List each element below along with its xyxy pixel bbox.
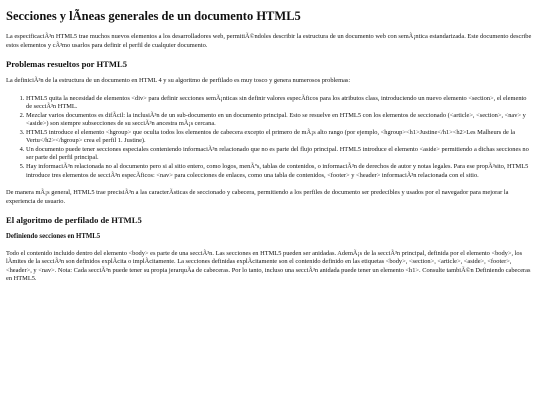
subsection-heading-defining-sections: Definiendo secciones en HTML5 <box>6 233 101 241</box>
list-item: 2. Mezclar varios documentos es difÃcil: la inclusiÃ³n de un sub-documento en un documento principal. Esto se resuelve en HTML5 con los elementos de seccionado (<article>, <section>, <nav> y <aside>) son siempre subsecciones de su secciÃ³n ancestra mÃ¡s cercana. <box>26 112 534 129</box>
section-heading-problems: Problemas resueltos por HTML5 <box>6 59 128 70</box>
list-item: 5. Hay informaciÃ³n relacionada no al documento pero si al sitio entero, como logos, menÃºs, tablas de contenidos, o informaciÃ³n de derechos de autor y notas legales. Para ese propÃ³sito, HTML5 introduce tres elementos de secciÃ³n especÃficos: <nav> para colecciones de enlaces, como una tabla de contenidos, <footer> y <header> informaciÃ³n relacionada con el sitio. <box>26 163 534 180</box>
defining-sections-paragraph: Todo el contenido incluido dentro del elemento <body> es parte de una secciÃ³n. Las secciones en HTML5 pueden ser anidadas. AdemÃ¡s de la secciÃ³n principal, definida por el elemento <body>, los lÃmites de la secciÃ³n son definidos explÃcita o implÃcitamente. La secciones definidas explÃcitamente son el contenido definido en las etiquetas <body>, <section>, <article>, <aside>, <footer>, <header>, y <nav>. Nota: Cada secciÃ³n puede tener su propia jerarquÃa de cabeceras. Por lo tanto, incluso una secciÃ³n anidada puede tener un elemento <h1>. Consulte tambiÃ©n Definiendo cabeceras en HTML5. <box>6 249 531 283</box>
list-item: 1. HTML5 quita la necesidad de elementos <div> para definir secciones semÃ¡nticas sin definir valores especÃficos para los atributos class, introduciendo un nuevo elemento <section>, el elemento de secciÃ³n HTML. <box>26 95 534 112</box>
intro-paragraph: La especificaciÃ³n HTML5 trae muchos nuevos elementos a los desarrolladores web, permitiÃ©ndoles describir la estructura de un documento web con semÃ¡ntica estandarizada. Este documento describe estos elementos y cÃ³mo usarlos para definir el perfil de cualquier documento. <box>6 33 532 49</box>
page-title: Secciones y lÃneas generales de un documento HTML5 <box>6 9 301 23</box>
section-heading-algorithm: El algoritmo de perfilado de HTML5 <box>6 215 142 226</box>
problems-list <box>6 95 534 180</box>
problems-closing-paragraph: De manera mÃ¡s general, HTML5 trae precisiÃ³n a las caracterÃsticas de seccionado y cabecera, permitiendo a los perfiles de documento ser predecibles y usados por el navegador para mejorar la experiencia de usuario. <box>6 189 509 205</box>
list-item: 4. Un documento puede tener secciones especiales conteniendo informaciÃ³n relacionado que no es parte del flujo principal. HTML5 introduce el elemento <aside> permitiendo a dichas secciones no ser parte del perfil principal. <box>26 146 534 163</box>
list-item: 3. HTML5 introduce el elemento <hgroup> que oculta todos los elementos de cabecera excepto el primero de mÃ¡s alto rango (por ejemplo, <hgroup><h1>Justine</h1><h2>Les Malheurs de la Vertu</h2></hgroup> crea el perfil 1. Justine). <box>26 129 534 146</box>
problems-intro-paragraph: La definiciÃ³n de la estructura de un documento en HTML 4 y su algoritmo de perfilado es muy tosco y genera numerosos problemas: <box>6 77 351 85</box>
